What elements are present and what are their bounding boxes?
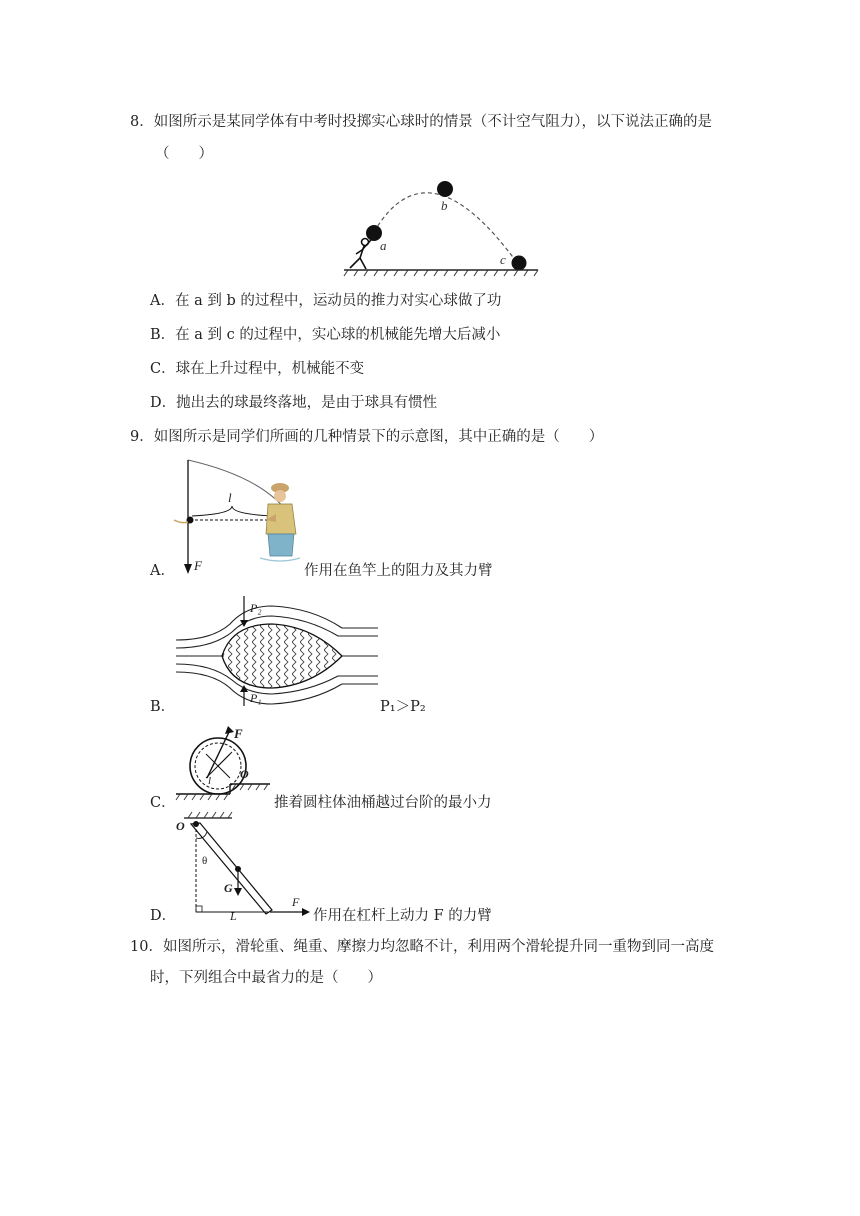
q9-option-c-caption: 推着圆柱体油桶越过台阶的最小力 bbox=[274, 795, 492, 811]
q9-a-fishing-figure bbox=[168, 458, 308, 578]
label-theta: θ bbox=[202, 855, 208, 867]
label-L: L bbox=[230, 909, 237, 920]
q9-option-b-letter: B． bbox=[150, 699, 176, 715]
label-c: c bbox=[500, 252, 506, 267]
fishing-rod bbox=[188, 460, 286, 510]
q9-option-d-caption: 作用在杠杆上动力 F 的力臂 bbox=[313, 908, 492, 924]
q9-option-b-caption: P₁＞P₂ bbox=[380, 699, 426, 715]
label-b: b bbox=[441, 198, 448, 213]
q9-stem: 9．如图所示是同学们所画的几种情景下的示意图，其中正确的是（ ） bbox=[130, 429, 604, 445]
label-l: l bbox=[228, 490, 232, 505]
ground-hatch bbox=[176, 784, 268, 800]
q9-option-c-letter: C． bbox=[150, 795, 176, 811]
q9-d-lever-figure bbox=[170, 810, 320, 920]
ball-b bbox=[437, 181, 453, 197]
q9-option-a-caption: 作用在鱼竿上的阻力及其力臂 bbox=[304, 563, 493, 579]
q8-answer-paren: （ ） bbox=[155, 146, 213, 162]
ground-hatch bbox=[344, 270, 538, 276]
wing-shape bbox=[222, 624, 342, 688]
label-p1: P₁ bbox=[250, 691, 262, 705]
force-F-arrow bbox=[207, 730, 230, 778]
force-arrow-head bbox=[184, 564, 192, 574]
ceiling-hatch bbox=[188, 812, 232, 818]
lever-bar bbox=[191, 823, 272, 914]
q9-c-barrel-figure bbox=[174, 722, 274, 802]
q8-option-c: C．球在上升过程中，机械能不变 bbox=[150, 361, 365, 377]
q9-option-a-letter: A． bbox=[150, 563, 175, 579]
q9-option-d-letter: D． bbox=[150, 908, 177, 924]
label-F: F bbox=[234, 726, 243, 741]
fish-icon bbox=[174, 520, 188, 523]
label-O: O bbox=[240, 767, 249, 781]
label-O: O bbox=[176, 819, 185, 833]
athlete-figure bbox=[350, 239, 371, 270]
label-a: a bbox=[380, 238, 387, 253]
label-p2: P₂ bbox=[250, 601, 262, 615]
fisherman-figure bbox=[260, 483, 300, 561]
q9-b-airfoil-figure bbox=[172, 594, 382, 706]
q10-stem-line2: 时，下列组合中最省力的是（ ） bbox=[150, 970, 382, 986]
right-angle-mark bbox=[196, 906, 202, 912]
q8-option-b: B．在 a 到 c 的过程中，实心球的机械能先增大后减小 bbox=[150, 327, 501, 343]
label-F: F bbox=[292, 895, 300, 909]
q10-stem-line1: 10．如图所示，滑轮重、绳重、摩擦力均忽略不计，利用两个滑轮提升同一重物到同一高度 bbox=[130, 939, 714, 955]
q8-throw-figure bbox=[338, 170, 543, 280]
q8-option-d: D．抛出去的球最终落地，是由于球具有惯性 bbox=[150, 395, 438, 411]
q8-option-a: A．在 a 到 b 的过程中，运动员的推力对实心球做了功 bbox=[150, 293, 502, 309]
ball-c bbox=[512, 256, 527, 271]
label-G: G bbox=[224, 881, 233, 895]
label-F: F bbox=[194, 558, 202, 573]
q8-stem: 8．如图所示是某同学体有中考时投掷实心球时的情景（不计空气阻力），以下说法正确的是 bbox=[130, 114, 712, 130]
label-l: l bbox=[208, 775, 212, 787]
arm-brace bbox=[192, 506, 272, 516]
